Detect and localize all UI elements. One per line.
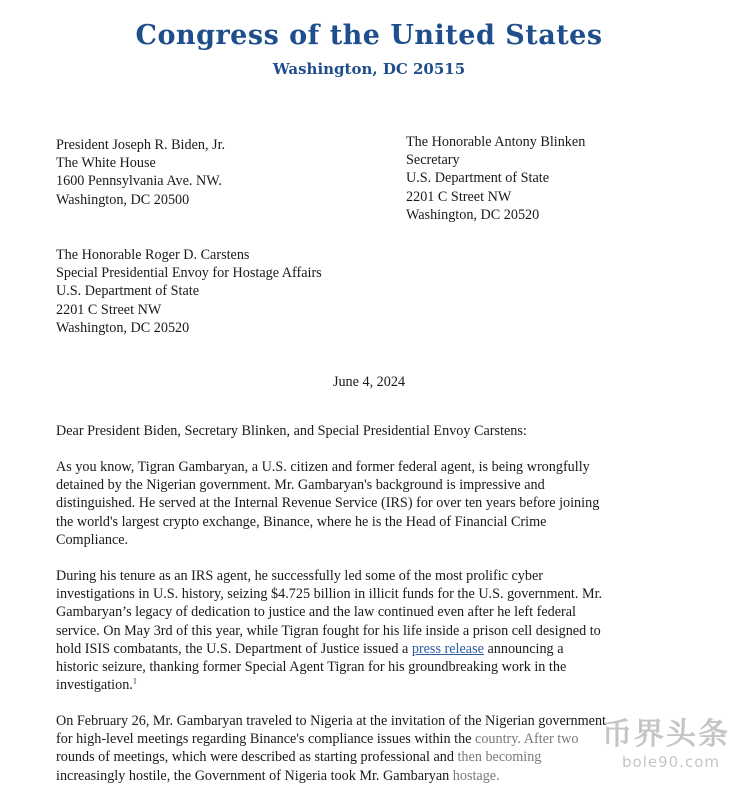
paragraph-line: distinguished. He served at the Internal Revenue Service (IRS) for over ten years before joining: [56, 495, 600, 512]
address-line: U.S. Department of State: [406, 170, 550, 187]
press-release-link[interactable]: press release: [411, 640, 484, 657]
paragraph-line: [56, 676, 602, 694]
recipient-address-carstens: [56, 246, 322, 337]
paragraph-2: [56, 567, 602, 694]
paragraph-line: service. On May 3rd of this year, while Tigran fought for his life inside a prison cell designed to: [56, 622, 601, 639]
paragraph-line: [56, 640, 602, 658]
address-line: The Honorable Roger D. Carstens: [56, 247, 250, 263]
paragraph-line: [56, 767, 606, 785]
line-text: rounds of meetings, which were described as starting professional and: [56, 749, 458, 766]
recipient-address-biden: [56, 136, 225, 209]
address-line: 2201 C Street NW: [406, 188, 512, 205]
paragraph-line: detained by the Nigerian government. Mr. Gambaryan's background is impressive and: [56, 477, 545, 494]
letterhead: [0, 18, 738, 80]
address-line: The Honorable Antony Blinken: [406, 134, 586, 150]
address-line: Washington, DC 20520: [406, 206, 540, 223]
line-text: for high-level meetings regarding Binance's compliance issues within the: [56, 731, 476, 748]
paragraph-1: [56, 458, 599, 549]
watermark-chinese: 币界头条: [602, 717, 730, 752]
address-line: 2201 C Street NW: [56, 301, 162, 318]
text-after-link: announcing a: [483, 640, 564, 657]
recipient-address-blinken: [406, 133, 585, 224]
faded-text: country. After two: [475, 731, 579, 748]
paragraph-line: Compliance.: [56, 531, 129, 548]
paragraph-line: historic seizure, thanking former Special Agent Tigran for his groundbreaking work in the: [56, 659, 567, 676]
address-line: Special Presidential Envoy for Hostage Affairs: [56, 265, 322, 282]
address-line: U.S. Department of State: [56, 283, 200, 300]
paragraph-line: During his tenure as an IRS agent, he successfully led some of the most prolific cyber: [56, 568, 543, 584]
paragraph-line: [56, 730, 606, 748]
letterhead-title: Congress of the United States: [135, 20, 603, 51]
salutation: Dear President Biden, Secretary Blinken, and Special Presidential Envoy Carstens:: [56, 423, 527, 439]
paragraph-line: Gambaryan’s legacy of dedication to justice and the law continued even after he left federal: [56, 604, 576, 621]
paragraph-line: As you know, Tigran Gambaryan, a U.S. citizen and former federal agent, is being wrongfully: [56, 459, 590, 475]
letterhead-subtitle: Washington, DC 20515: [272, 60, 466, 78]
faded-text: then becoming: [457, 749, 542, 766]
paragraph-line: the world's largest crypto exchange, Binance, where he is the Head of Financial Crime: [56, 513, 547, 530]
investigation-text: investigation.: [56, 677, 133, 694]
footnote-marker: 1: [132, 676, 137, 686]
address-line: Washington, DC 20500: [56, 191, 190, 208]
address-line: President Joseph R. Biden, Jr.: [56, 137, 226, 153]
text-before-link: hold ISIS combatants, the U.S. Department of Justice issued a: [56, 640, 412, 657]
address-line: 1600 Pennsylvania Ave. NW.: [56, 173, 222, 190]
faded-text: hostage.: [452, 767, 500, 784]
paragraph-3: [56, 712, 606, 785]
paragraph-line: On February 26, Mr. Gambaryan traveled to Nigeria at the invitation of the Nigerian government: [56, 713, 606, 729]
address-line: Washington, DC 20520: [56, 319, 190, 336]
paragraph-line: investigations in U.S. history, seizing $4.725 billion in illicit funds for the U.S. government. Mr.: [56, 586, 603, 603]
watermark-url: bole90.com: [622, 753, 720, 771]
address-line: The White House: [56, 155, 156, 172]
paragraph-line: [56, 748, 606, 766]
address-line: Secretary: [406, 152, 460, 169]
letter-date: June 4, 2024: [332, 374, 406, 390]
line-text: increasingly hostile, the Government of Nigeria took Mr. Gambaryan: [56, 767, 453, 784]
